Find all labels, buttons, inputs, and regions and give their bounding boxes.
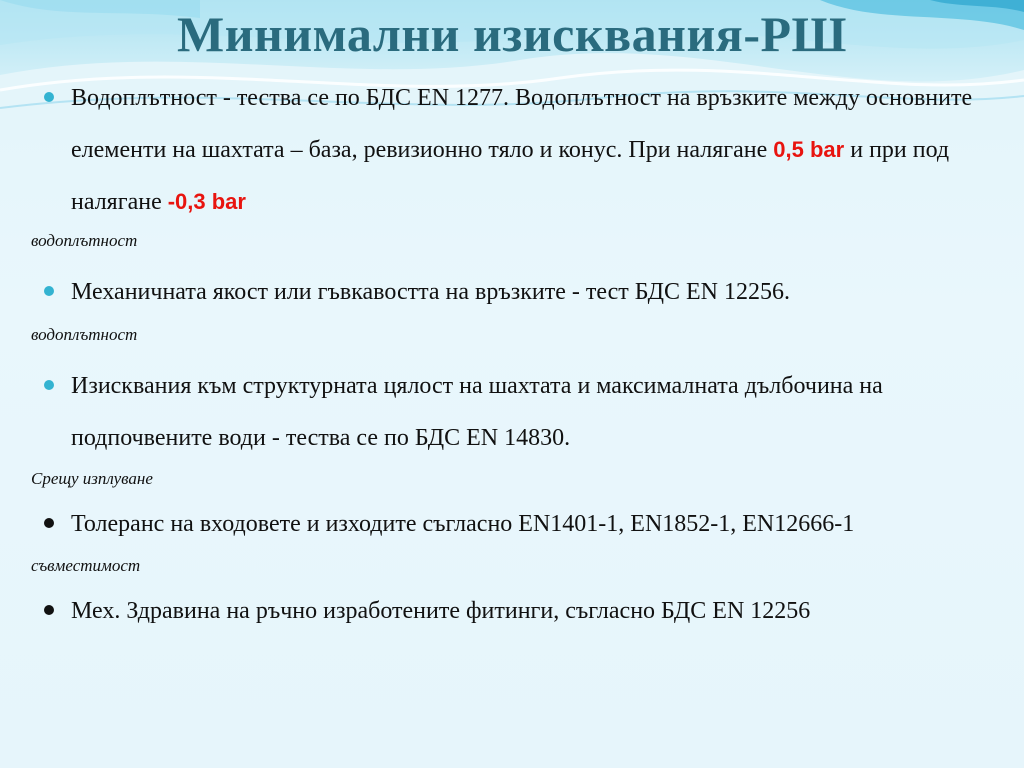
bullet-text: Механичната якост или гъвкавостта на връзките - тест БДС EN 12256. [71, 279, 790, 305]
bullet-text: Толеранс на входовете и изходите съгласно EN1401-1, EN1852-1, EN12666-1 [71, 511, 855, 537]
bullet-text-part: Водоплътност - тества се по БДС EN 1277. Водоплътност на връзките между основните елементи на шахтата – база, ревизионно тяло и конус. При налягане [71, 85, 973, 163]
bullet-dot-icon [44, 605, 54, 615]
slide-title: Минимални изисквания-РШ [177, 6, 847, 62]
bullet-text: Изисквания към структурната цялост на шахтата и максималната дълбочина на подпочвените води - тества се по БДС EN 14830. [71, 373, 883, 451]
bullet-text [71, 72, 1021, 228]
pressure-value: 0,5 bar [773, 137, 845, 162]
note-label: водоплътност [31, 231, 138, 250]
bullet-text: Мех. Здравина на ръчно изработените фитинги, съгласно БДС EN 12256 [71, 598, 811, 624]
note-label: съвместимост [31, 556, 141, 575]
bullet-dot-icon [44, 286, 54, 296]
bullet-dot-icon [44, 518, 54, 528]
bullet-dot-icon [44, 92, 54, 102]
vacuum-value: -0,3 bar [167, 189, 246, 214]
note-label: Срещу изплуване [31, 469, 153, 488]
bullet-dot-icon [44, 380, 54, 390]
bullet-text-part: и при под налягане [71, 137, 950, 215]
note-label: водоплътност [31, 325, 138, 344]
